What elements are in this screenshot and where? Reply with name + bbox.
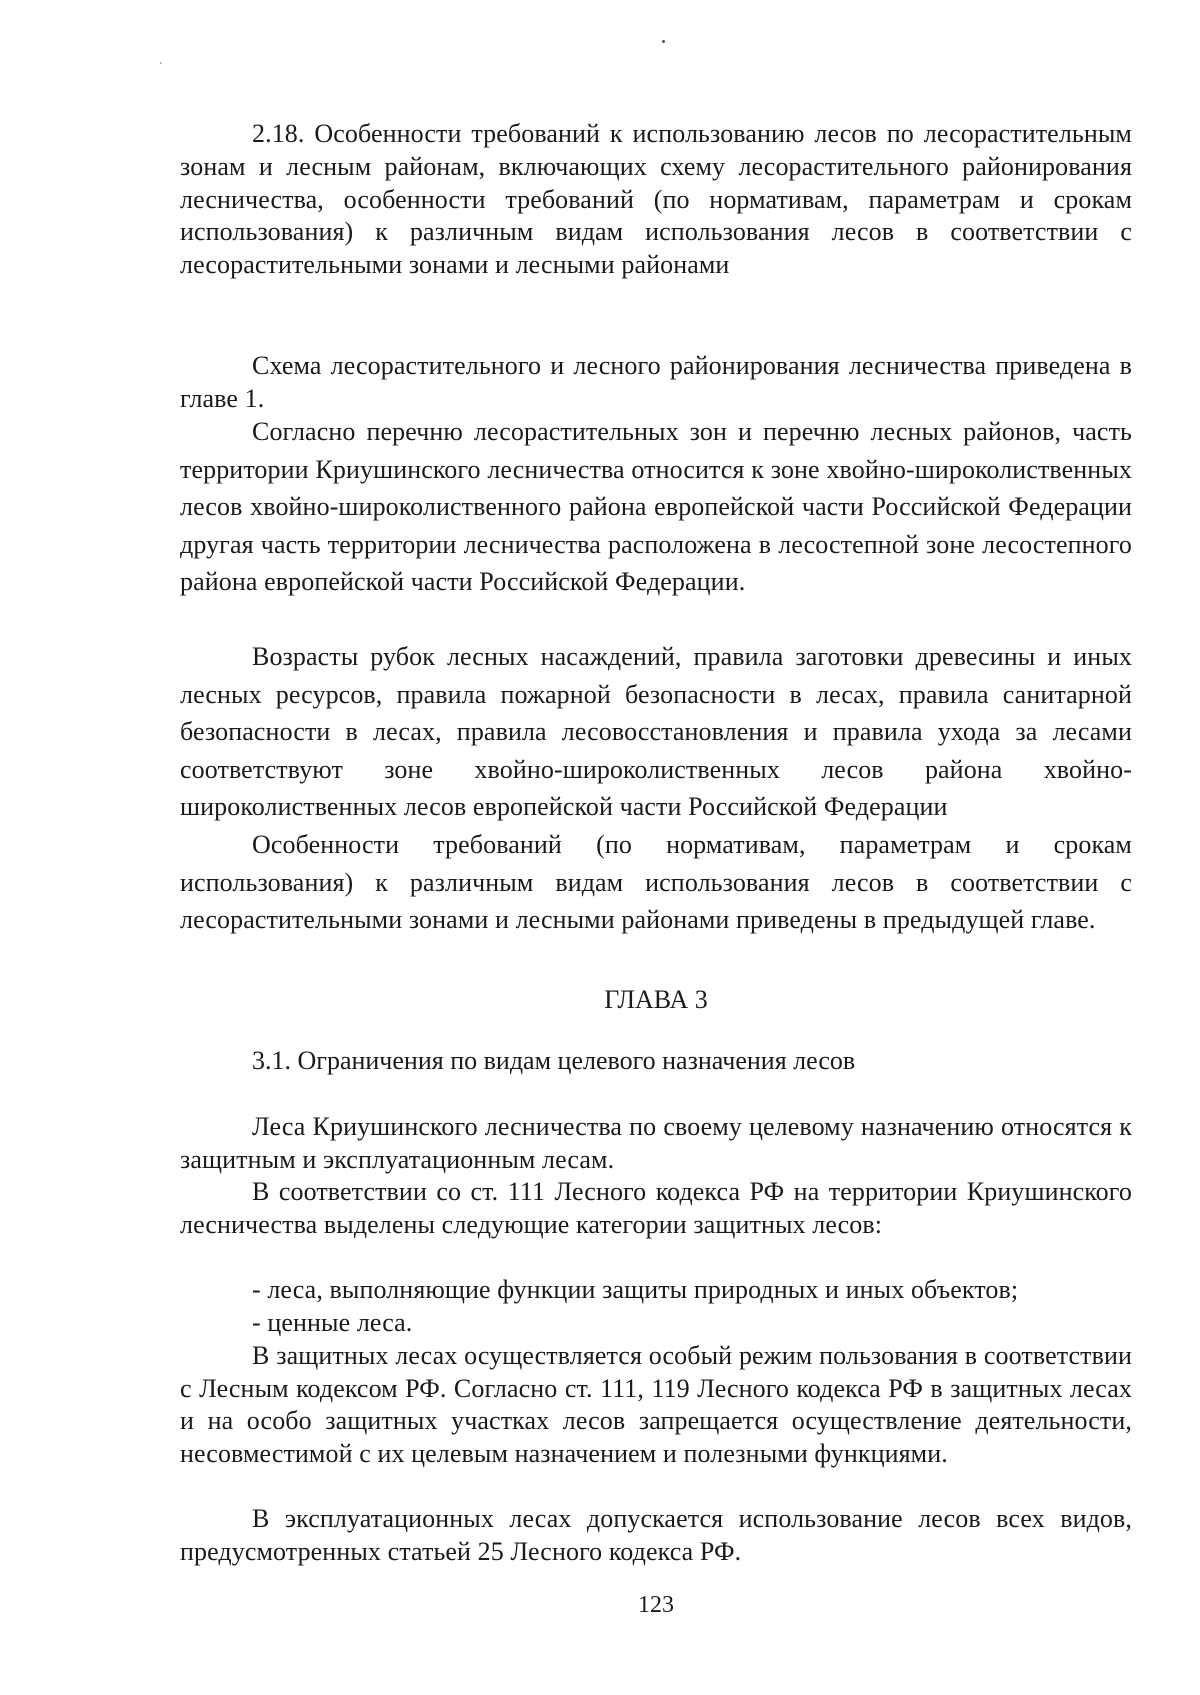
chapter-heading: ГЛАВА 3 [604, 985, 708, 1014]
paragraph-requirements: Особенности требований (по нормативам, параметрам и срокам использования) к различным видам использования лесов в соответствии с лесорастительными зонами и лесными районами приведены в предыдущей главе. [180, 830, 1132, 935]
page-number: 123 [638, 1592, 674, 1618]
paragraph-zones: Согласно перечню лесорастительных зон и перечню лесных районов, часть территории Криушинского лесничества относится к зоне хвойно-широколиственных лесов хвойно-широколиственного района европейской части Российской Федерации другая часть территории лесничества расположена в лесостепной зоне лесостепного района европейской части Российской Федерации. [180, 417, 1132, 597]
paragraph-cutting-ages: Возрасты рубок лесных насаждений, правила заготовки древесины и иных лесных ресурсов, правила пожарной безопасности в лесах, правила санитарной безопасности в лесах, правила лесовосстановления и правила ухода за лесами соответствуют зоне хвойно-широколиственных лесов района хвойно-широколиственных лесов европейской части Российской Федерации [180, 642, 1132, 822]
paragraph-article-111: В соответствии со ст. 111 Лесного кодекса РФ на территории Криушинского лесничества выделены следующие категории защитных лесов: [180, 1177, 1132, 1239]
section-2-18-heading: 2.18. Особенности требований к использованию лесов по лесорастительным зонам и лесным районам, включающих схему лесорастительного районирования лесничества, особенности требований (по нормативам, параметрам и срокам использования) к различным видам использования лесов в соответствии с лесорастительными зонами и лесными районами [180, 119, 1132, 280]
paragraph-scheme: Схема лесорастительного и лесного районирования лесничества приведена в главе 1. [180, 351, 1132, 413]
list-item-protection: - леса, выполняющие функции защиты природных и иных объектов; [252, 1275, 1019, 1304]
scan-speck [662, 40, 665, 43]
list-item-valuable: - ценные леса. [252, 1308, 413, 1337]
paragraph-exploitation: В эксплуатационных лесах допускается использование лесов всех видов, предусмотренных статьей 25 Лесного кодекса РФ. [180, 1504, 1132, 1566]
scan-speck [160, 62, 162, 64]
paragraph-purpose: Леса Криушинского лесничества по своему целевому назначению относятся к защитным и эксплуатационным лесам. [180, 1112, 1132, 1174]
section-3-1-heading: 3.1. Ограничения по видам целевого назначения лесов [252, 1046, 856, 1075]
paragraph-protective-regime: В защитных лесах осуществляется особый режим пользования в соответствии с Лесным кодексом РФ. Согласно ст. 111, 119 Лесного кодекса РФ в защитных лесах и на особо защитных участках лесов запрещается осуществление деятельности, несовместимой с их целевым назначением и полезными функциями. [180, 1341, 1132, 1468]
